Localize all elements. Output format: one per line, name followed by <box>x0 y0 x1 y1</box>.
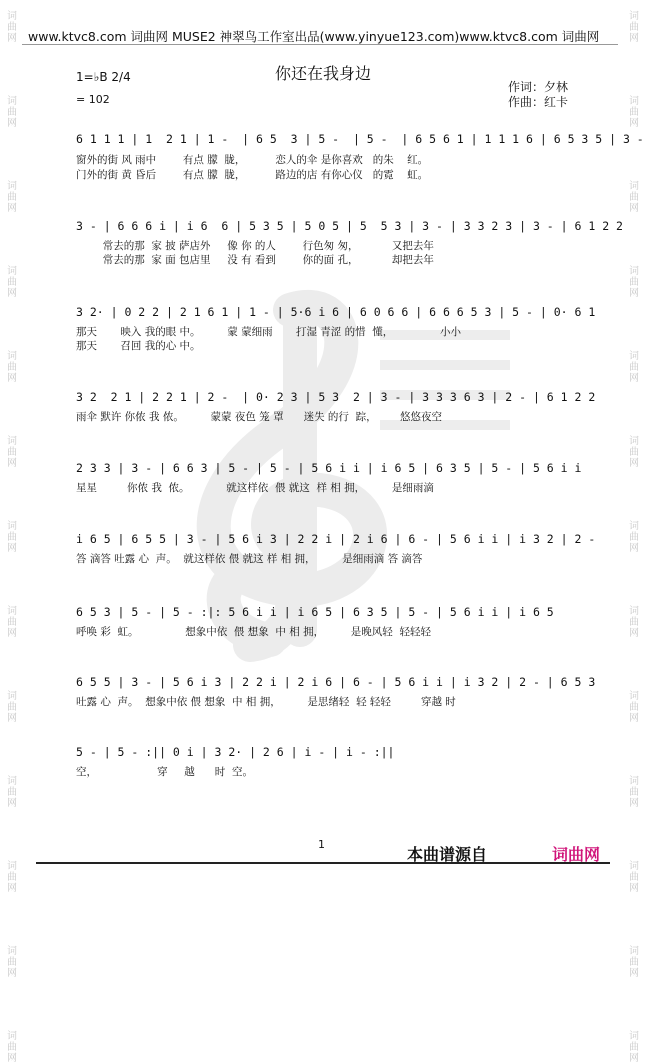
header-url-text: www.ktvc8.com 词曲网 MUSE2 神翠鸟工作室出品(www.yinyue123.com)www.ktvc8.com 词曲网 <box>28 29 600 44</box>
watermark-text: 词 曲 网 <box>7 351 17 384</box>
watermark-text: 词 曲 网 <box>629 436 639 469</box>
source-label: 本曲谱源自 <box>407 845 488 864</box>
lyric-line-1b: 门外的街 黄 昏后 有点 朦 胧， 路边的店 有你心仪 的霓 虹。 <box>76 169 429 181</box>
watermark-text: 词 曲 网 <box>629 351 639 384</box>
notation-line-6: i 6 5 | 6 5 5 | 3 - | 5 6 i 3 | 2 2 i | 2 i 6 | 6 - | 5 6 i i | i 3 2 | 2 - <box>76 532 596 546</box>
lyric-line-7: 呼唤 彩 虹。 想象中依 偎 想象 中 相 拥， 是晚风轻 轻轻轻 <box>76 626 431 638</box>
watermark-text: 词 曲 网 <box>7 11 17 44</box>
key-signature: 1=♭B 2/4 <box>76 70 131 84</box>
lyric-line-4: 雨伞 默许 你侬 我 侬。 蒙蒙 夜色 笼 罩 迷失 的行 踪， 悠悠夜空 <box>76 411 442 423</box>
tempo-marking: = 102 <box>76 93 110 106</box>
notation-line-5: 2 3 3 | 3 - | 6 6 3 | 5 - | 5 - | 5 6 i i | i 6 5 | 6 3 5 | 5 - | 5 6 i i <box>76 461 582 475</box>
watermark-text: 词 曲 网 <box>629 946 639 979</box>
watermark-text: 词 曲 网 <box>7 436 17 469</box>
watermark-text: 词 曲 网 <box>7 181 17 214</box>
watermark-text: 词 曲 网 <box>7 606 17 639</box>
credits <box>508 80 568 110</box>
notation-line-8: 6 5 5 | 3 - | 5 6 i 3 | 2 2 i | 2 i 6 | 6 - | 5 6 i i | i 3 2 | 2 - | 6 5 3 <box>76 675 596 689</box>
notation-line-7: 6 5 3 | 5 - | 5 - :|: 5 6 i i | i 6 5 | 6 3 5 | 5 - | 5 6 i i | i 6 5 <box>76 605 554 619</box>
watermark-text: 词 曲 网 <box>629 691 639 724</box>
watermark-text: 词 曲 网 <box>629 11 639 44</box>
watermark-text: 词 曲 网 <box>629 1031 639 1064</box>
watermark-text: 词 曲 网 <box>629 776 639 809</box>
watermark-text: 词 曲 网 <box>7 96 17 129</box>
lyricist-credit: 作词：夕林 <box>508 80 569 94</box>
watermark-text: 词 曲 网 <box>629 181 639 214</box>
watermark-text: 词 曲 网 <box>7 266 17 299</box>
watermark-text: 词 曲 网 <box>7 521 17 554</box>
watermark-text: 词 曲 网 <box>629 606 639 639</box>
watermark-text: 词 曲 网 <box>629 521 639 554</box>
notation-line-3: 3 2· | 0 2 2 | 2 1 6 1 | 1 - | 5·6 i 6 | 6 0 6 6 | 6 6 6 5 3 | 5 - | 0· 6 1 <box>76 305 596 319</box>
source-brand: 词曲网 <box>552 845 601 864</box>
header-divider <box>22 44 618 45</box>
lyric-line-5: 星星 你侬 我 侬。 就这样依 偎 就这 样 相 拥， 是细雨滴 <box>76 482 434 494</box>
watermark-text: 词 曲 网 <box>7 691 17 724</box>
composer-credit: 作曲：红卡 <box>508 95 569 109</box>
lyric-line-1a: 窗外的街 风 雨中 有点 朦 胧， 恋人的伞 是你喜欢 的朱 红。 <box>76 154 429 166</box>
watermark-text: 词 曲 网 <box>7 946 17 979</box>
watermark-text: 词 曲 网 <box>7 776 17 809</box>
lyric-line-3a: 那天 映入 我的眼 中。 蒙 蒙细雨 打湿 青涩 的惜 懂， 小小 <box>76 326 462 338</box>
notation-line-4: 3 2 2 1 | 2 2 1 | 2 - | 0· 2 3 | 5 3 2 | 3 - | 3 3 3 6 3 | 2 - | 6 1 2 2 <box>76 390 596 404</box>
lyric-line-2a: 常去的那 家 披 萨店外 像 你 的人 行色匆 匆， 又把去年 <box>76 240 434 252</box>
lyric-line-2b: 常去的那 家 面 包店里 没 有 看到 你的面 孔， 却把去年 <box>76 254 434 266</box>
page-number: 1 <box>318 838 325 851</box>
notation-line-1: 6 1 1 1 | 1 2 1 | 1 - | 6 5 3 | 5 - | 5 - | 6 5 6 1 | 1 1 1 6 | 6 5 3 5 | 3 - <box>76 132 644 146</box>
lyric-line-6: 答 滴答 吐露 心 声。 就这样依 偎 就这 样 相 拥， 是细雨滴 答 滴答 <box>76 553 423 565</box>
left-watermark-column <box>2 0 22 1064</box>
footer-divider <box>36 862 610 864</box>
notation-line-9: 5 - | 5 - :|| 0 i | 3 2· | 2 6 | i - | i - :|| <box>76 745 395 759</box>
lyric-line-8: 吐露 心 声。 想象中依 偎 想象 中 相 拥， 是思绪轻 轻 轻轻 穿越 时 <box>76 696 456 708</box>
lyric-line-3b: 那天 召回 我的心 中。 <box>76 340 201 352</box>
watermark-text: 词 曲 网 <box>629 96 639 129</box>
watermark-text: 词 曲 网 <box>629 266 639 299</box>
notation-line-2: 3 - | 6 6 6 i | i 6 6 | 5 3 5 | 5 0 5 | 5 5 3 | 3 - | 3 3 2 3 | 3 - | 6 1 2 2 <box>76 219 623 233</box>
lyric-line-9: 空， 穿 越 时 空。 <box>76 766 253 778</box>
watermark-text: 词 曲 网 <box>7 1031 17 1064</box>
watermark-text: 词 曲 网 <box>7 861 17 894</box>
song-title: 你还在我身边 <box>274 64 371 83</box>
watermark-text: 词 曲 网 <box>629 861 639 894</box>
